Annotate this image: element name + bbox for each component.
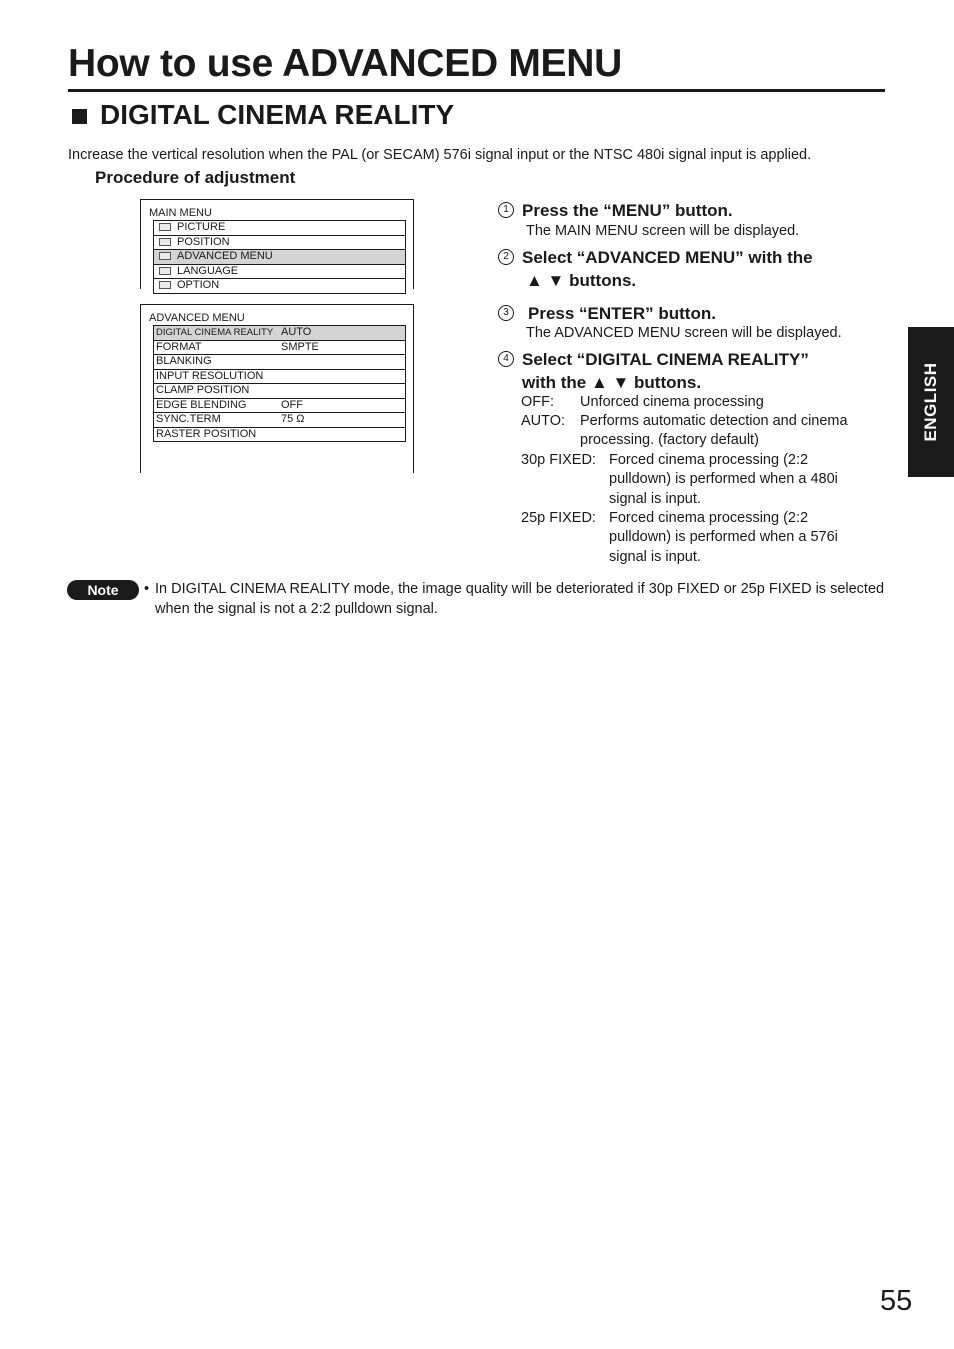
menu-item-edge-blending[interactable] xyxy=(154,399,405,414)
step-2-heading-line2: ▲ ▼ buttons. xyxy=(526,271,637,290)
menu-item-label: LANGUAGE xyxy=(177,264,239,277)
option-key: OFF: xyxy=(521,394,555,410)
note-badge: Note xyxy=(67,580,139,600)
advanced-menu-list xyxy=(153,325,406,442)
step-number: 1 xyxy=(498,202,514,218)
note-text: In DIGITAL CINEMA REALITY mode, the image quality will be deteriorated if 30p FIXED or 25p FIXED is selected when the signal is not a 2:2 pulldown signal. xyxy=(155,581,885,617)
page-title: How to use ADVANCED MENU xyxy=(68,42,622,85)
menu-item-picture[interactable] xyxy=(154,221,405,236)
menu-item-label: RASTER POSITION xyxy=(156,427,257,440)
menu-item-format[interactable] xyxy=(154,341,405,356)
side-tab-label: ENGLISH xyxy=(921,362,940,442)
page-number: 55 xyxy=(880,1285,913,1317)
option-desc: Forced cinema processing (2:2 pulldown) is performed when a 576i signal is input. xyxy=(609,510,838,565)
step-2-heading: Select “ADVANCED MENU” with the xyxy=(522,248,813,267)
advanced-menu-screen xyxy=(140,304,414,473)
step-3-sub: The ADVANCED MENU screen will be displayed. xyxy=(526,325,842,341)
option-desc: Forced cinema processing (2:2 pulldown) is performed when a 480i signal is input. xyxy=(609,452,838,507)
main-menu-title: MAIN MENU xyxy=(149,207,212,219)
menu-item-raster-position[interactable] xyxy=(154,428,405,443)
step-number: 3 xyxy=(498,305,514,321)
intro-text: Increase the vertical resolution when the PAL (or SECAM) 576i signal input or the NTSC 480i signal input is applied. xyxy=(68,147,812,163)
step-number: 2 xyxy=(498,249,514,265)
menu-item-input-resolution[interactable] xyxy=(154,370,405,385)
menu-item-sync-term[interactable] xyxy=(154,413,405,428)
menu-item-blanking[interactable] xyxy=(154,355,405,370)
language-icon xyxy=(159,267,171,275)
menu-item-label: INPUT RESOLUTION xyxy=(156,369,264,382)
menu-item-value: AUTO xyxy=(281,326,312,338)
menu-item-language[interactable] xyxy=(154,265,405,280)
note-bullet: • xyxy=(144,581,150,597)
option-desc: Unforced cinema processing xyxy=(580,394,764,410)
picture-icon xyxy=(159,223,171,231)
advanced-menu-icon xyxy=(159,252,171,260)
menu-item-label: ADVANCED MENU xyxy=(177,250,273,262)
step-4-heading: Select “DIGITAL CINEMA REALITY” xyxy=(522,350,809,369)
step-4-heading-line2: with the ▲ ▼ buttons. xyxy=(522,373,702,392)
title-rule xyxy=(68,89,885,92)
menu-item-value: 75 Ω xyxy=(281,413,305,425)
menu-item-digital-cinema-reality[interactable] xyxy=(154,326,405,341)
language-side-tab xyxy=(908,327,954,477)
section-title: DIGITAL CINEMA REALITY xyxy=(100,99,455,130)
option-key: 30p FIXED: xyxy=(521,452,596,468)
menu-item-label: EDGE BLENDING xyxy=(156,398,247,411)
menu-item-option[interactable] xyxy=(154,279,405,294)
section-bullet-square xyxy=(72,109,87,124)
menu-item-label: FORMAT xyxy=(156,340,202,353)
position-icon xyxy=(159,238,171,246)
option-key: AUTO: xyxy=(521,413,566,429)
menu-item-value: OFF xyxy=(281,398,303,411)
option-icon xyxy=(159,281,171,289)
menu-item-label: OPTION xyxy=(177,279,220,291)
advanced-menu-title: ADVANCED MENU xyxy=(149,312,245,324)
menu-item-clamp-position[interactable] xyxy=(154,384,405,399)
menu-item-value: SMPTE xyxy=(281,340,319,353)
option-key: 25p FIXED: xyxy=(521,510,596,526)
menu-item-label: POSITION xyxy=(177,235,230,248)
menu-item-advanced-menu[interactable] xyxy=(154,250,405,265)
menu-item-label: CLAMP POSITION xyxy=(156,384,250,396)
step-1-heading: Press the “MENU” button. xyxy=(522,201,733,220)
menu-item-label: BLANKING xyxy=(156,355,212,367)
menu-item-label: PICTURE xyxy=(177,221,226,233)
step-number: 4 xyxy=(498,351,514,367)
option-desc: Performs automatic detection and cinema processing. (factory default) xyxy=(580,413,848,449)
menu-item-label: SYNC.TERM xyxy=(156,413,221,425)
step-3-heading: Press “ENTER” button. xyxy=(528,304,716,323)
menu-item-position[interactable] xyxy=(154,236,405,251)
step-1-sub: The MAIN MENU screen will be displayed. xyxy=(526,223,800,239)
main-menu-list xyxy=(153,220,406,294)
procedure-heading: Procedure of adjustment xyxy=(95,168,296,187)
menu-item-label: DIGITAL CINEMA REALITY xyxy=(156,327,274,338)
main-menu-screen xyxy=(140,199,414,289)
